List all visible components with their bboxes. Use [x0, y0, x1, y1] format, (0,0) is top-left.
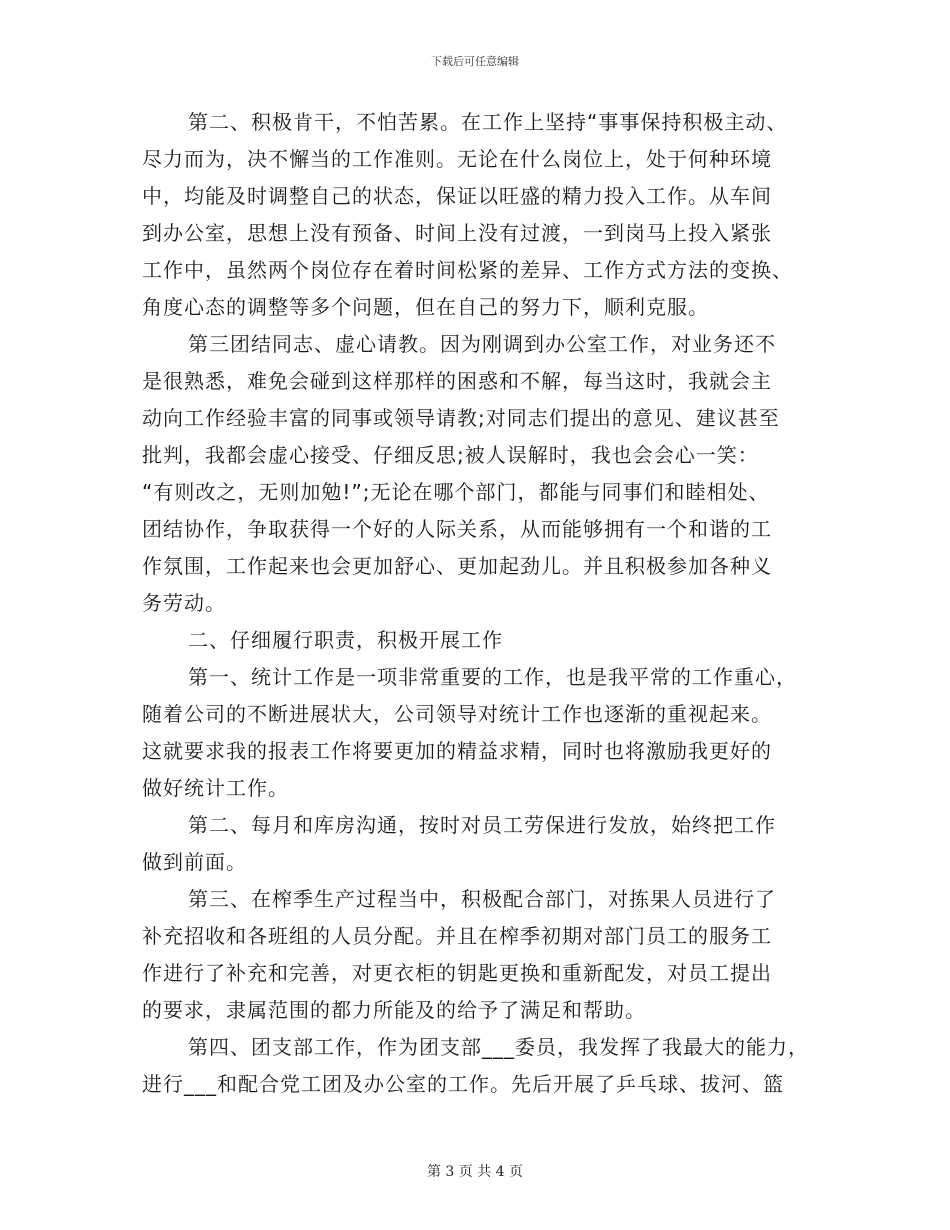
- text-line: 的要求，隶属范围的都力所能及的给予了满足和帮助。: [142, 998, 646, 1022]
- text-line: 这就要求我的报表工作将要更加的精益求精，同时也将激励我更好的: [142, 739, 772, 763]
- text-line: 随着公司的不断进展状大，公司领导对统计工作也逐渐的重视起来。: [142, 702, 772, 726]
- text-line: 尽力而为，决不懈当的工作准则。无论在什么岗位上，处于何种环境: [142, 147, 772, 171]
- text-line: 第一、统计工作是一项非常重要的工作，也是我平常的工作重心，: [188, 665, 797, 689]
- page-number: 第 3 页 共 4 页: [426, 1164, 524, 1180]
- text-line: “有则改之，无则加勉!”;无论在哪个部门，都能与同事们和睦相处、: [142, 480, 770, 504]
- text-line: 作氛围，工作起来也会更加舒心、更加起劲儿。并且积极参加各种义: [142, 554, 772, 578]
- document-body: [142, 104, 810, 1103]
- text-line: 第二、每月和库房沟通，按时对员工劳保进行发放，始终把工作: [188, 813, 776, 837]
- text-line: 做到前面。: [142, 850, 247, 874]
- text-line: 作进行了补充和完善，对更衣柜的钥匙更换和重新配发，对员工提出: [142, 961, 772, 985]
- text-line: 团结协作，争取获得一个好的人际关系，从而能够拥有一个和谐的工: [142, 517, 772, 541]
- text-line: 中，均能及时调整自己的状态，保证以旺盛的精力投入工作。从车间: [142, 184, 772, 208]
- text-line: 务劳动。: [142, 591, 226, 615]
- text-line: 进行___和配合党工团及办公室的工作。先后开展了乒乓球、拔河、篮: [142, 1072, 784, 1096]
- paragraph-diligence: [142, 104, 810, 326]
- text-line: 第二、积极肯干，不怕苦累。在工作上坚持“事事保持积极主动、: [188, 110, 788, 134]
- text-line: 角度心态的调整等多个问题，但在自己的努力下，顺利克服。: [142, 295, 709, 319]
- text-line: 第四、团支部工作，作为团支部___委员，我发挥了我最大的能力，: [188, 1035, 809, 1059]
- text-line: 第三、在榨季生产过程当中，积极配合部门，对拣果人员进行了: [188, 887, 776, 911]
- text-line: 做好统计工作。: [142, 776, 289, 800]
- paragraph-production: [142, 881, 810, 1029]
- page-header-note: 下载后可任意编辑: [431, 55, 519, 68]
- text-line: 到办公室，思想上没有预备、时间上没有过渡，一到岗马上投入紧张: [142, 221, 772, 245]
- text-line: 动向工作经验丰富的同事或领导请教;对同志们提出的意见、建议甚至: [142, 406, 780, 430]
- text-line: 第三团结同志、虚心请教。因为刚调到办公室工作，对业务还不: [188, 332, 776, 356]
- paragraph-warehouse: [142, 807, 810, 881]
- text-line: 工作中，虽然两个岗位存在着时间松紧的差异、工作方式方法的变换、: [142, 258, 793, 282]
- text-line: 批判，我都会虚心接受、仔细反思;被人误解时，我也会会心一笑：: [142, 443, 759, 467]
- section-heading: [142, 622, 810, 659]
- paragraph-league-branch: [142, 1029, 810, 1103]
- paragraph-statistics: [142, 659, 810, 807]
- paragraph-unity: [142, 326, 810, 622]
- text-line: 补充招收和各班组的人员分配。并且在榨季初期对部门员工的服务工: [142, 924, 772, 948]
- text-line: 二、仔细履行职责，积极开展工作: [188, 628, 503, 652]
- text-line: 是很熟悉，难免会碰到这样那样的困惑和不解，每当这时，我就会主: [142, 369, 772, 393]
